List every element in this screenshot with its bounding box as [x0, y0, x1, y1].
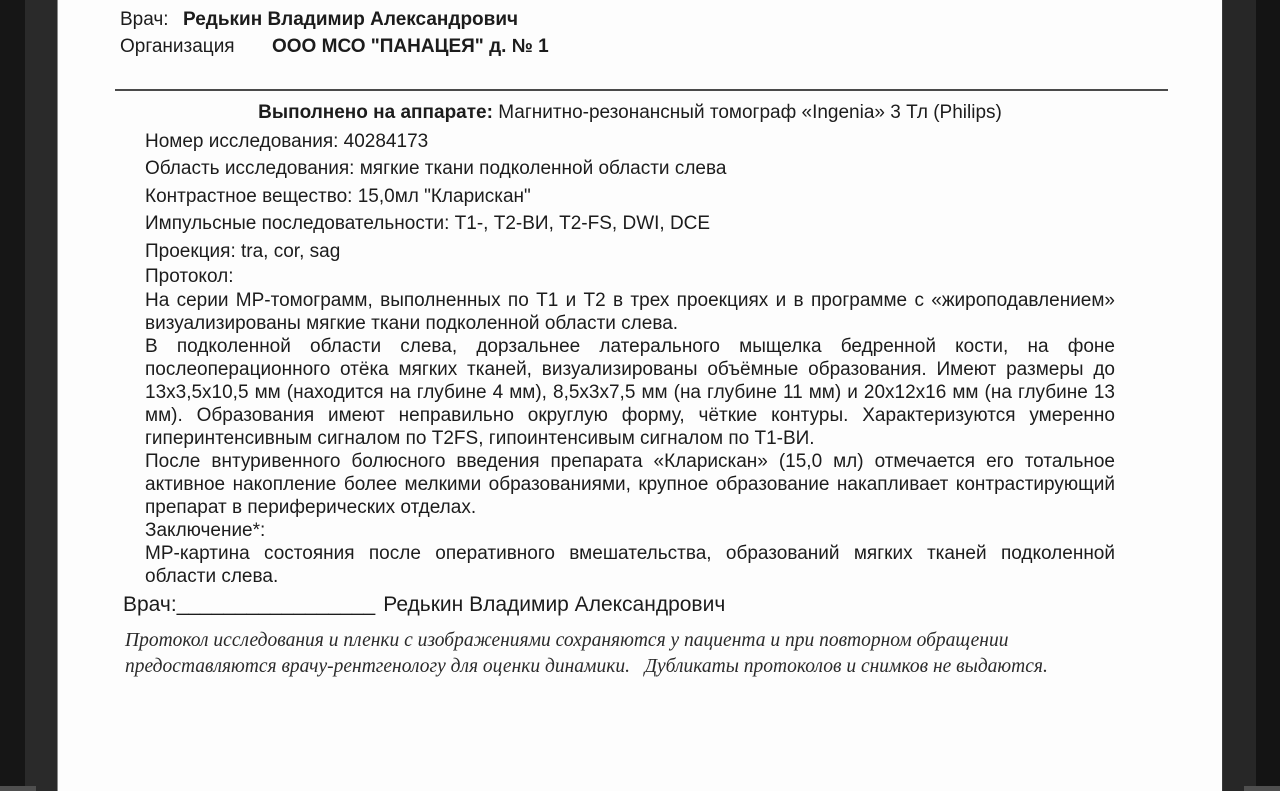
report-body	[123, 100, 1115, 680]
field-projection: Проекция: tra, cor, sag	[145, 240, 341, 262]
right-outer-dark-bar	[1256, 0, 1280, 791]
doctor-row	[120, 6, 549, 33]
protocol-paragraph-2: В подколенной области слева, дорзальнее латерального мыщелка бедренной кости, на фоне послеоперационного отёка мягких тканей, визуализированы объёмные образования. Имеют размеры до 13х3,5х10,5 мм (находится на глубине 4 мм), 8,5х3х7,5 мм (на глубине 11 мм) и 20х12х16 мм (на глубине 13 мм). Образования имеют неправильно округлую форму, чёткие контуры. Характеризуются умеренно гиперинтенсивным сигналом по T2FS, гипоинтенсивым сигналом по Т1-ВИ.	[145, 336, 1115, 450]
right-inner-dark-bar	[1222, 0, 1256, 791]
document-page	[58, 0, 1222, 791]
protocol-paragraph-3: После внтуривенного болюсного введения препарата «Кларискан» (15,0 мл) отмечается его тотальное активное накопление более мелкими образованиями, крупное образование накапливает контрастирующий препарат в периферических отделах.	[145, 451, 1115, 519]
field-pulse-sequences: Импульсные последовательности: Т1-, Т2-ВИ, Т2-FS, DWI, DCE	[145, 213, 711, 235]
organization-name: ООО МСО "ПАНАЦЕЯ" д. № 1	[272, 36, 549, 57]
bottom-right-edge-strip	[1244, 786, 1280, 791]
footer-note-line-2: предоставляются врачу-рентгенологу для оценки динамики. Дубликаты протоколов и снимков не выдаются.	[125, 656, 1048, 678]
report-header	[120, 6, 549, 60]
footer-note	[125, 628, 1115, 680]
doctor-name: Редькин Владимир Александрович	[183, 9, 519, 30]
header-divider-line	[115, 89, 1168, 91]
conclusion-label: Заключение*:	[145, 520, 266, 542]
field-study-area: Область исследования: мягкие ткани подколенной области слева	[145, 158, 727, 180]
signature-doctor-name: Редькин Владимир Александрович	[383, 593, 726, 617]
protocol-label: Протокол:	[145, 266, 234, 288]
signature-label: Врач:	[123, 593, 177, 617]
protocol-paragraph-1: На серии МР-томограмм, выполненных по Т1 и Т2 в трех проекциях и в программе с «жироподавлением» визуализированы мягкие ткани подколенной области слева.	[145, 290, 1115, 335]
device-value: Магнитно-резонансный томограф «Ingenia» 3 Тл (Philips)	[498, 102, 1002, 123]
signature-line	[123, 591, 1115, 619]
study-fields	[145, 128, 1115, 265]
bottom-left-edge-strip	[0, 786, 36, 791]
organization-label: Организация	[120, 36, 235, 57]
left-outer-dark-bar	[0, 0, 25, 791]
device-label: Выполнено на аппарате:	[258, 102, 493, 123]
field-contrast-agent: Контрастное вещество: 15,0мл "Кларискан"	[145, 185, 531, 207]
conclusion-text: МР-картина состояния после оперативного вмешательства, образований мягких тканей подколенной области слева.	[145, 543, 1115, 588]
device-line	[145, 100, 1115, 126]
footer-note-line-1: Протокол исследования и пленки с изображениями сохраняются у пациента и при повторном обращении	[125, 630, 1009, 652]
organization-row	[120, 33, 549, 60]
doctor-label: Врач:	[120, 9, 169, 30]
field-study-number: Номер исследования: 40284173	[145, 131, 429, 152]
signature-blank-line: _________________	[176, 593, 376, 617]
left-inner-dark-bar	[25, 0, 58, 791]
